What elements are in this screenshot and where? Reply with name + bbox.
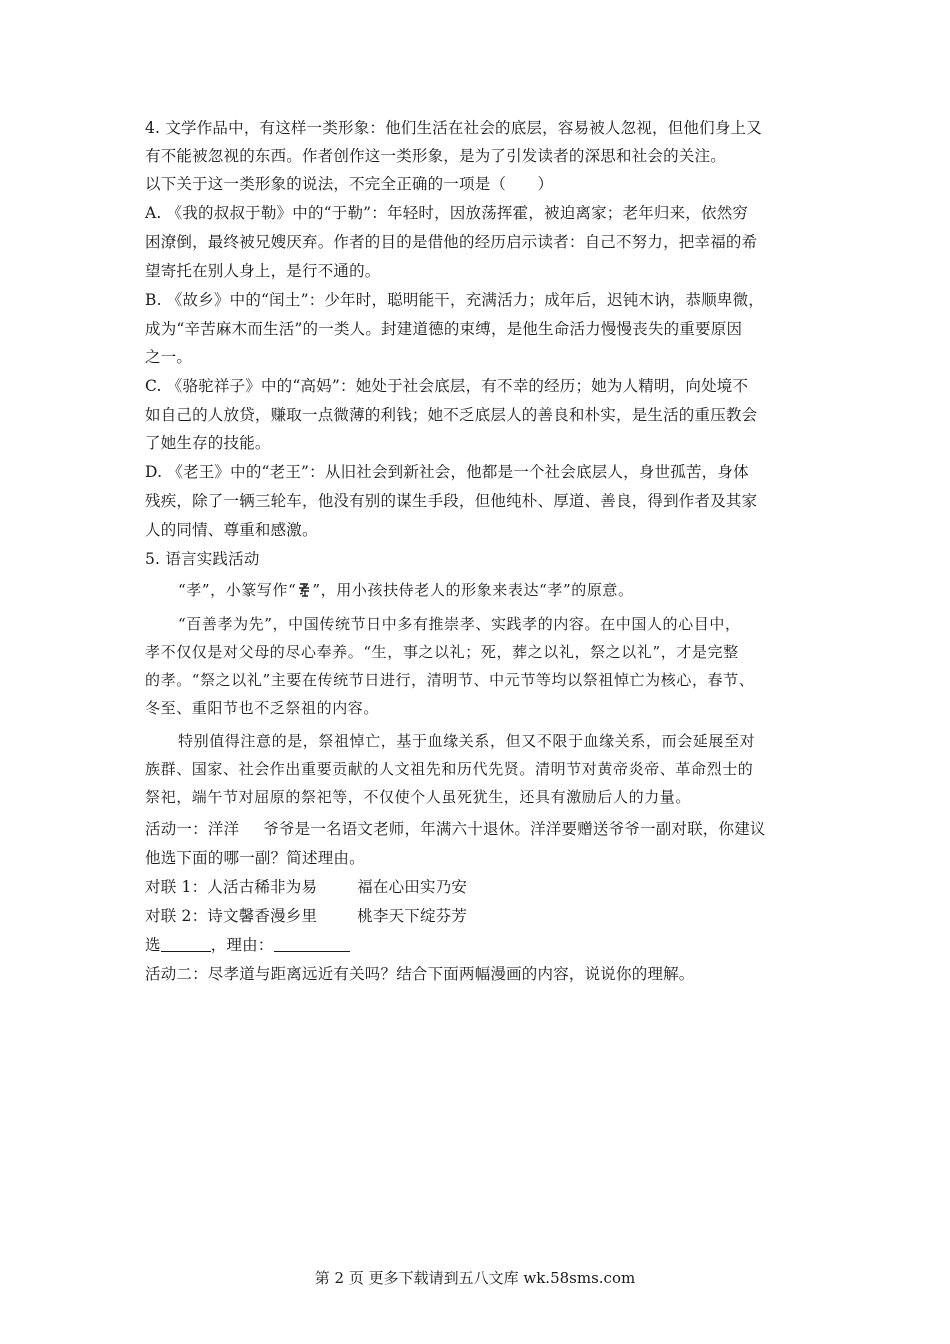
q4-option-d-line-1: D. 《老王》中的“老王”：从旧社会到新社会，他都是一个社会底层人，身世孤苦，身体 [145,463,749,481]
q5-p1-text-b: ”，用小孩扶侍老人的形象来表达“孝”的原意。 [312,581,634,599]
q4-option-a-line-1: A. 《我的叔叔于勒》中的“于勒”：年轻时，因放荡挥霍，被迫离家；老年归来，依然穷 [145,204,749,222]
activity-2: 活动二：尽孝道与距离远近有关吗？结合下面两幅漫画的内容，说说你的理解。 [145,965,695,983]
q4-option-c-line-2: 如自己的人放贷，赚取一点微薄的利钱；她不乏底层人的善良和朴实，是生活的重压教会 [145,406,758,424]
q5-paragraph-2-line-1: “百善孝为先”，中国传统节日中多有推崇孝、实践孝的内容。在中国人的心目中， [178,615,741,633]
q5-paragraph-3-line-3: 祭祀，端午节对屈原的祭祀等，不仅使个人虽死犹生，还具有激励后人的力量。 [145,788,692,806]
choice-blank[interactable] [161,937,211,952]
q4-option-c-line-3: 了她生存的技能。 [145,434,271,452]
q5-paragraph-1 [178,580,634,600]
reason-label: ，理由： [210,936,274,954]
q5-paragraph-2-line-4: 冬至、重阳节也不乏祭祖的内容。 [145,699,380,717]
couplet-1-second: 福在心田实乃安 [357,878,468,896]
couplet-2-second: 桃李天下绽芬芳 [357,907,468,925]
q4-stem-line-2: 有不能被忽视的东西。作者创作这一类形象，是为了引发读者的深思和社会的关注。 [145,147,726,165]
q5-paragraph-3-line-2: 族群、国家、社会作出重要贡献的人文祖先和历代先贤。清明节对黄帝炎帝、革命烈士的 [145,760,754,778]
couplet-1 [145,877,467,897]
q5-paragraph-2-line-2: 孝不仅仅是对父母的尽心奉养。“生，事之以礼；死，葬之以礼，祭之以礼”，才是完整 [145,643,739,661]
activity-1-line-1 [145,819,766,839]
choose-label: 选 [145,936,161,954]
seal-script-xiao-glyph [297,582,311,597]
answer-line [145,935,350,955]
q5-paragraph-3-line-1: 特别值得注意的是，祭祖悼亡，基于血缘关系，但又不限于血缘关系，而会延展至对 [178,732,756,750]
q4-option-b-line-1: B. 《故乡》中的“闰土”：少年时，聪明能干，充满活力；成年后，迟钝木讷，恭顺卑微， [145,291,764,309]
q5-title: 5. 语言实践活动 [145,550,260,568]
activity-1-label: 活动一：洋洋 [145,820,240,838]
couplet-2-first: 对联 2：诗文馨香漫乡里 [145,907,318,925]
q5-p1-text-a: “孝”，小篆写作“ [178,581,297,599]
couplet-2 [145,906,467,926]
q5-paragraph-2-line-3: 的孝。“祭之以礼”主要在传统节日进行，清明节、中元节等均以祭祖悼亡为核心，春节、 [145,671,755,689]
q4-stem-line-1: 4. 文学作品中，有这样一类形象：他们生活在社会的底层，容易被人忽视，但他们身上又 [145,119,762,137]
q4-option-b-line-3: 之一。 [145,348,193,366]
activity-1-line-2: 他选下面的哪一副？简述理由。 [145,849,365,867]
q4-option-a-line-2: 困潦倒，最终被兄嫂厌弃。作者的目的是借他的经历启示读者：自己不努力，把幸福的希 [145,233,758,251]
q4-prompt: 以下关于这一类形象的说法，不完全正确的一项是（ ） [145,175,554,193]
q4-option-d-line-2: 残疾，除了一辆三轮车，他没有别的谋生手段，但他纯朴、厚道、善良，得到作者及其家 [145,492,758,510]
q4-option-a-line-3: 望寄托在别人身上，是行不通的。 [145,262,381,280]
couplet-1-first: 对联 1：人活古稀非为易 [145,878,318,896]
activity-1-text: 爷爷是一名语文老师，年满六十退休。洋洋要赠送爷爷一副对联，你建议 [263,820,766,838]
reason-blank[interactable] [274,937,350,952]
q4-option-d-line-3: 人的同情、尊重和感激。 [145,521,318,539]
q4-option-c-line-1: C. 《骆驼祥子》中的“高妈”：她处于社会底层，有不幸的经历；她为人精明，向处境不 [145,377,749,395]
page-footer: 第 2 页 更多下载请到五八文库 wk.58sms.com [314,1269,636,1287]
q4-option-b-line-2: 成为“辛苦麻木而生活”的一类人。封建道德的束缚，是他生命活力慢慢丧失的重要原因 [145,320,743,338]
